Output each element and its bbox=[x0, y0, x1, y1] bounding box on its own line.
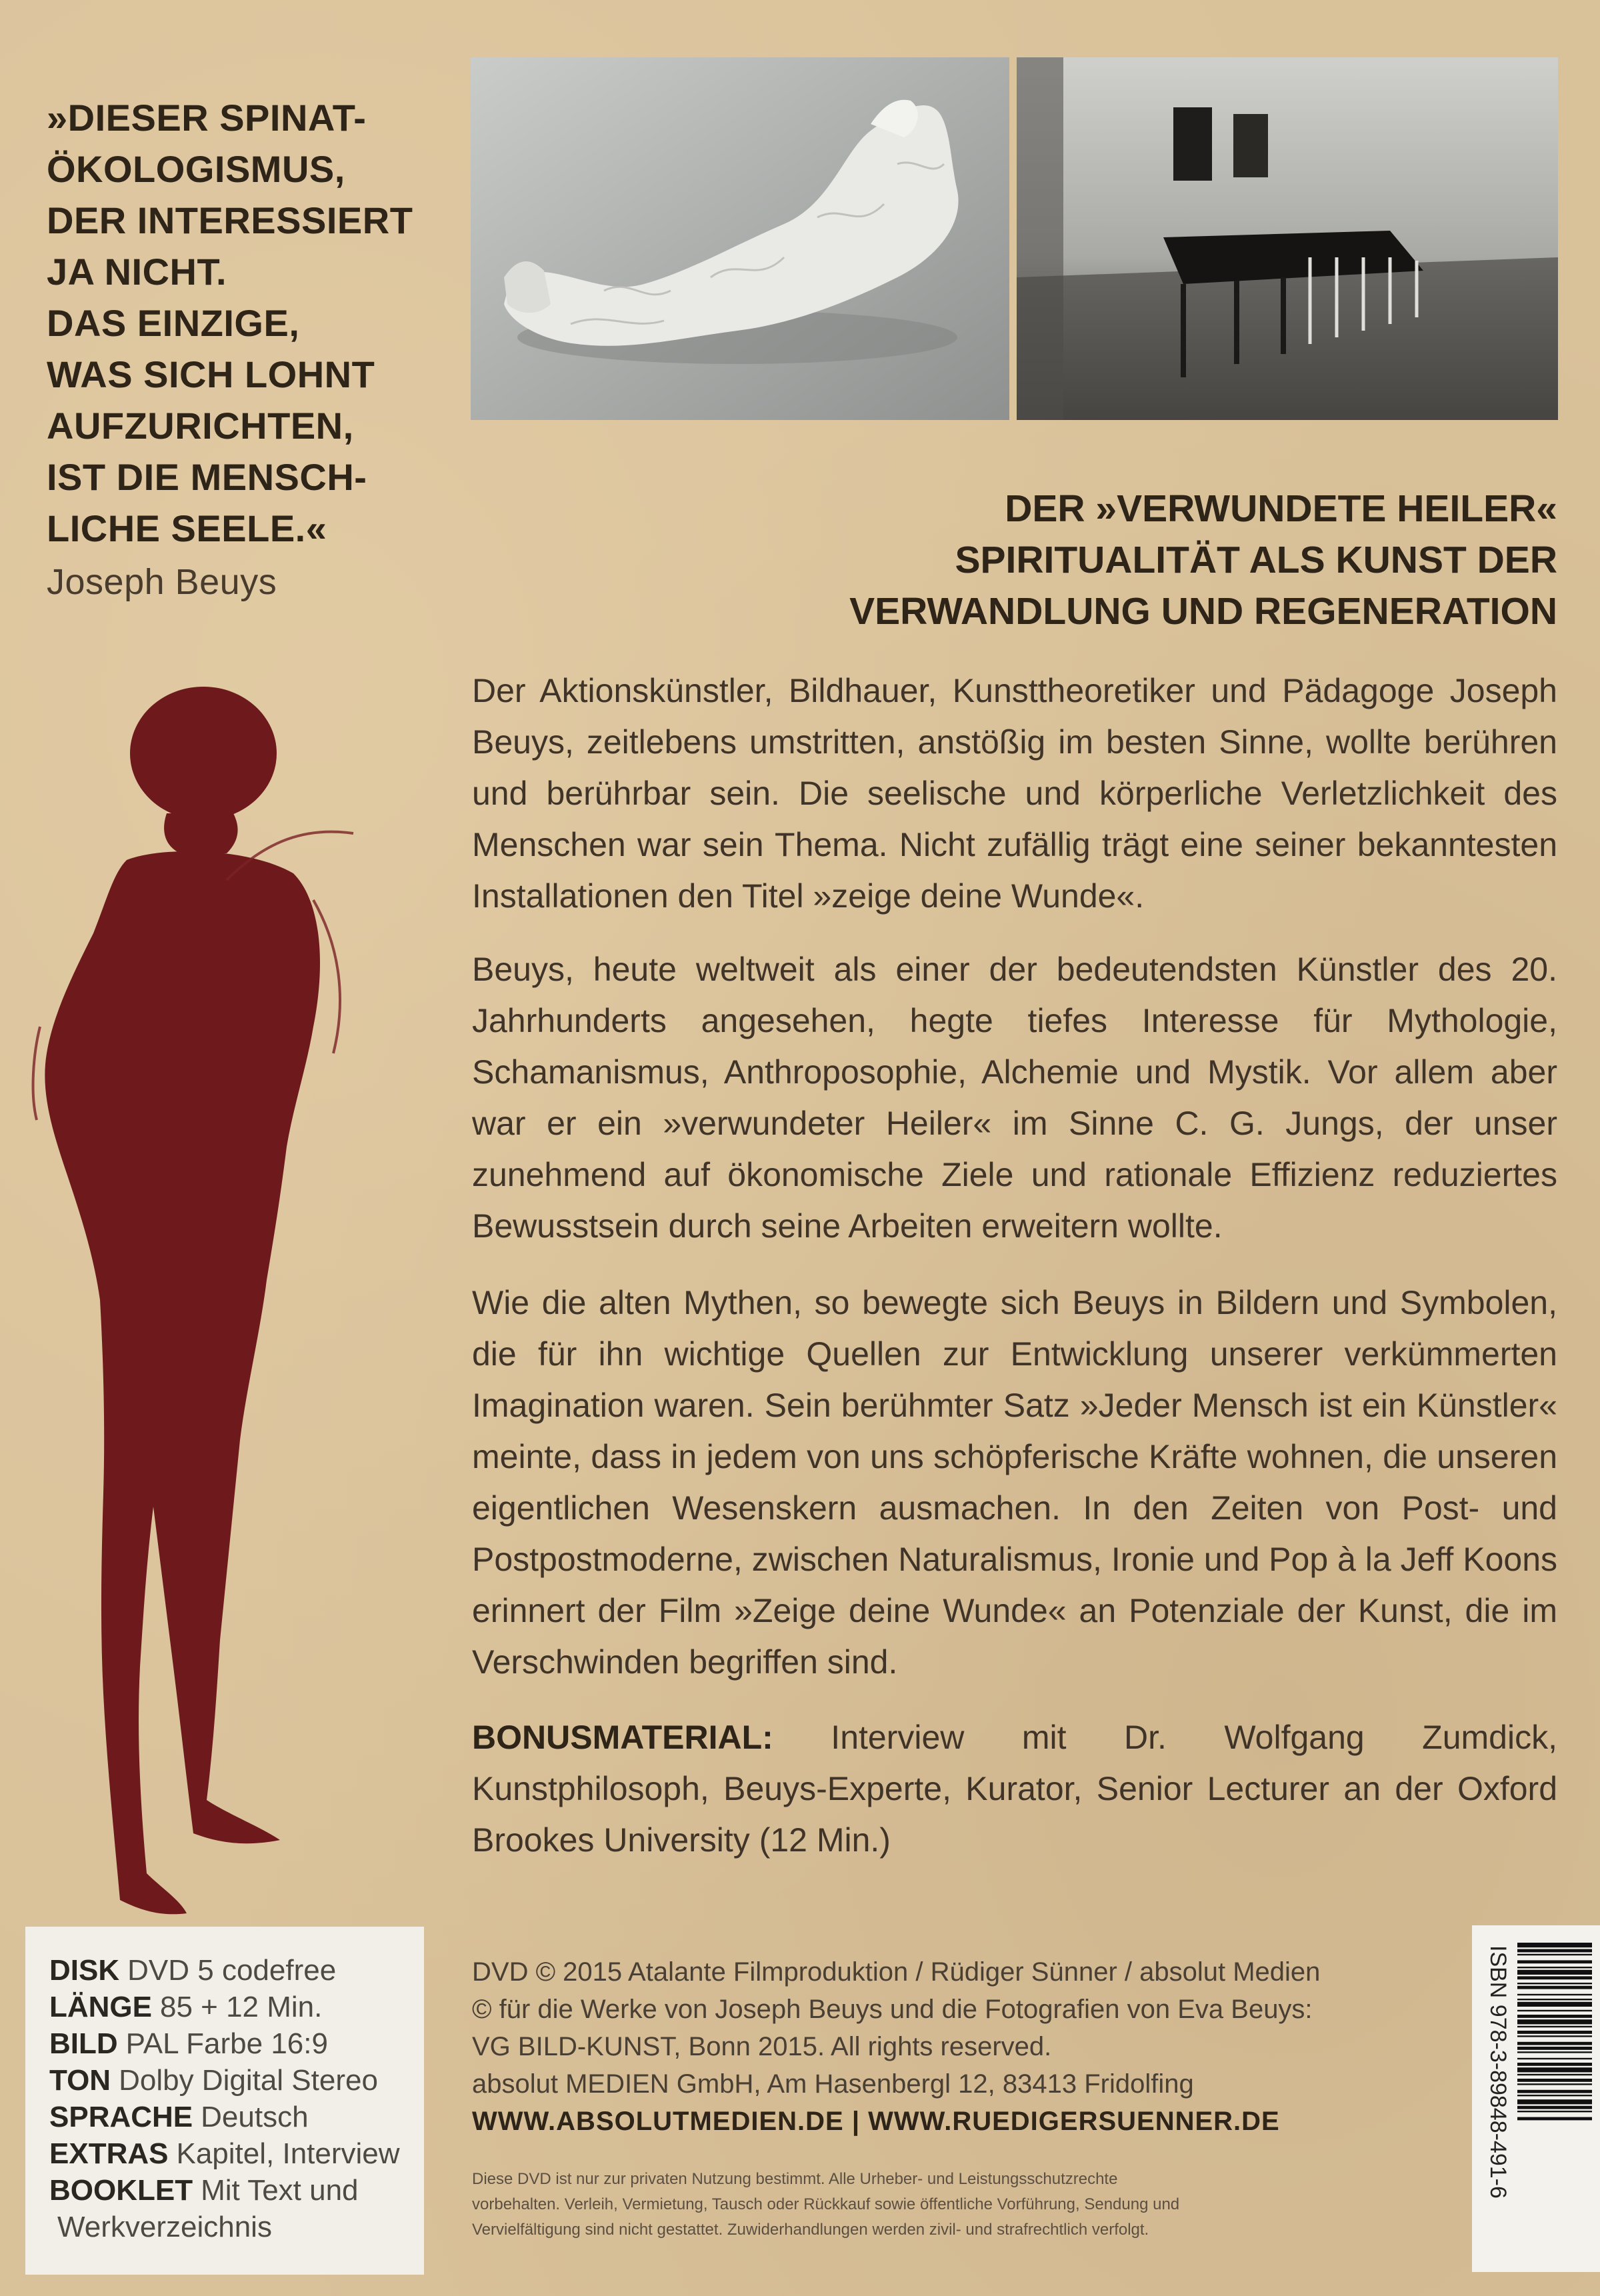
isbn-barcode bbox=[1472, 1925, 1600, 2272]
fine-print-line: Vervielfältigung sind nicht gestattet. Zuwiderhandlungen werden zivil- und strafrechtlich verfolgt. bbox=[472, 2221, 1149, 2239]
body-paragraph: Wie die alten Mythen, so bewegte sich Beuys in Bildern und Symbolen, die für ihn wichtige Quellen zur Entwicklung unserer verkümmerten Imagination waren. Sein berühmter Satz »Jeder Mensch ist ein Künstler« meinte, dass in jedem von uns schöpferische Kräfte wohnen, die unseren eigentlichen Wesenskern ausmachen. In den Zeiten von Post- und Postpostmoderne, zwischen Naturalismus, Ironie und Pop à la Jeff Koons erinnert der Film »Zeige deine Wunde« an Potenziale der Kunst, die im Verschwinden begriffen sind. bbox=[472, 1284, 1557, 1681]
barcode-bar bbox=[1517, 2058, 1592, 2059]
spec-key: BILD bbox=[49, 2027, 118, 2060]
spec-key: SPRACHE bbox=[49, 2101, 193, 2133]
barcode-bar bbox=[1517, 2074, 1592, 2075]
quote-block bbox=[47, 92, 420, 608]
barcode-bar bbox=[1517, 1976, 1592, 1979]
barcode-bar bbox=[1517, 1954, 1592, 1955]
headline-line: DER »VERWUNDETE HEILER« bbox=[1005, 487, 1557, 530]
fine-print-line: Diese DVD ist nur zur privaten Nutzung bestimmt. Alle Urheber- und Leistungsschutzrechte bbox=[472, 2170, 1118, 2188]
quote-line: DER INTERESSIERT bbox=[47, 199, 413, 241]
barcode-bar bbox=[1517, 1999, 1592, 2000]
credits-block bbox=[472, 1953, 1419, 2140]
barcode-bar bbox=[1517, 2099, 1592, 2104]
barcode-bar bbox=[1517, 2106, 1592, 2109]
spec-value: 85 + 12 Min. bbox=[160, 1991, 323, 2023]
photo-wrapped-figure bbox=[471, 57, 1009, 420]
body-paragraph: Beuys, heute weltweit als einer der bedeutendsten Künstler des 20. Jahrhunderts angesehen, hegte tiefes Interesse für Mythologie, Schamanismus, Anthroposophie, Alchemie und Mystik. Vor allem aber war er ein »verwundeter Heiler« im Sinne C. G. Jungs, der unser zunehmend auf ökonomische Ziele und rationale Effizienz reduziertes Bewusstsein durch seine Arbeiten erweitern wollte. bbox=[472, 951, 1557, 1245]
credits-line: VG BILD-KUNST, Bonn 2015. All rights reserved. bbox=[472, 2032, 1052, 2061]
red-figure-painting-image bbox=[27, 680, 400, 1933]
spec-value: Dolby Digital Stereo bbox=[119, 2064, 378, 2097]
specs-box bbox=[25, 1927, 424, 2275]
quote-line: ÖKOLOGISMUS, bbox=[47, 148, 345, 190]
barcode-bar bbox=[1517, 2010, 1592, 2011]
photo-wrapped-figure-image bbox=[471, 57, 1009, 420]
barcode-bar bbox=[1517, 2035, 1592, 2037]
spec-row bbox=[49, 2135, 424, 2172]
quote-line: DAS EINZIGE, bbox=[47, 302, 300, 344]
spec-row bbox=[49, 2172, 424, 2209]
quote-line: »DIESER SPINAT- bbox=[47, 97, 367, 139]
spec-key: EXTRAS bbox=[49, 2137, 169, 2170]
photo-installation-room bbox=[1017, 57, 1558, 420]
barcode-bar bbox=[1517, 1970, 1592, 1975]
spec-row bbox=[49, 2062, 424, 2099]
barcode-bar bbox=[1517, 1986, 1592, 1989]
credits-line: absolut MEDIEN GmbH, Am Hasenbergl 12, 83413 Fridolfing bbox=[472, 2069, 1194, 2099]
barcode-bar bbox=[1517, 1994, 1592, 1995]
barcode-bars bbox=[1517, 1943, 1592, 2256]
spec-value: Kapitel, Interview bbox=[176, 2137, 400, 2170]
spec-key: TON bbox=[49, 2064, 111, 2097]
credits-line: © für die Werke von Joseph Beuys und die Fotografien von Eva Beuys: bbox=[472, 1995, 1313, 2024]
barcode-bar bbox=[1517, 2079, 1592, 2082]
barcode-bar bbox=[1517, 1983, 1592, 1984]
barcode-bar bbox=[1517, 1960, 1592, 1963]
headline-line: SPIRITUALITÄT ALS KUNST DER bbox=[955, 539, 1557, 581]
bonus-paragraph bbox=[472, 1712, 1557, 1866]
barcode-bar bbox=[1517, 2002, 1592, 2007]
spec-value: Deutsch bbox=[201, 2101, 309, 2133]
barcode-bar bbox=[1517, 2063, 1592, 2066]
isbn-text: ISBN 978-3-89848-491-6 bbox=[1485, 1945, 1511, 2199]
spec-value: PAL Farbe 16:9 bbox=[125, 2027, 328, 2060]
fine-print bbox=[472, 2167, 1419, 2243]
headline bbox=[424, 483, 1557, 637]
body-paragraph: Der Aktionskünstler, Bildhauer, Kunsttheoretiker und Pädagoge Joseph Beuys, zeitlebens umstritten, anstößig im besten Sinne, wollte berühren und berührbar sein. Die seelische und körperliche Verletzlichkeit des Menschen war sein Thema. Nicht zufällig trägt eine seiner bekanntesten Installationen den Titel »zeige deine Wunde«. bbox=[472, 672, 1557, 915]
spec-key: BOOKLET bbox=[49, 2174, 193, 2207]
red-figure-painting bbox=[27, 680, 400, 1933]
quote-line: JA NICHT. bbox=[47, 251, 227, 293]
barcode-bar bbox=[1517, 2067, 1592, 2072]
barcode-bar bbox=[1517, 2047, 1592, 2050]
fine-print-line: vorbehalten. Verleih, Vermietung, Tausch oder Rückkauf sowie öffentliche Vorführung, Sendung und bbox=[472, 2195, 1180, 2213]
bonus-label: BONUSMATERIAL: bbox=[472, 1719, 773, 1756]
barcode-bar bbox=[1517, 2019, 1592, 2024]
barcode-bar bbox=[1517, 2117, 1592, 2121]
quote-author: Joseph Beuys bbox=[47, 562, 277, 602]
spec-row bbox=[49, 2209, 424, 2245]
quote-line: IST DIE MENSCH- bbox=[47, 456, 367, 498]
barcode-bar bbox=[1517, 2015, 1592, 2018]
spec-row bbox=[49, 1989, 424, 2025]
barcode-bar bbox=[1517, 2026, 1592, 2027]
website-links: WWW.ABSOLUTMEDIEN.DE | WWW.RUEDIGERSUENNER.DE bbox=[472, 2107, 1280, 2136]
headline-line: VERWANDLUNG UND REGENERATION bbox=[849, 590, 1557, 633]
spec-key: DISK bbox=[49, 1954, 120, 1987]
credits-line: DVD © 2015 Atalante Filmproduktion / Rüdiger Sünner / absolut Medien bbox=[472, 1957, 1321, 1987]
photo-installation-room-image bbox=[1017, 57, 1558, 420]
spec-row bbox=[49, 2099, 424, 2135]
barcode-bar bbox=[1517, 2083, 1592, 2085]
barcode-bar bbox=[1517, 2042, 1592, 2045]
quote-line: AUFZURICHTEN, bbox=[47, 405, 354, 447]
barcode-bar bbox=[1517, 1949, 1592, 1953]
quote-line: LICHE SEELE.« bbox=[47, 507, 327, 549]
bonus-text: Interview mit Dr. Wolfgang Zumdick, Kunstphilosoph, Beuys-Experte, Kurator, Senior Lecturer an der Oxford Brookes University (12 Min.) bbox=[472, 1719, 1557, 1859]
quote-line: WAS SICH LOHNT bbox=[47, 353, 375, 395]
barcode-bar bbox=[1517, 1943, 1592, 1947]
barcode-bar bbox=[1517, 2095, 1592, 2096]
spec-key: LÄNGE bbox=[49, 1991, 152, 2023]
barcode-bar bbox=[1517, 2090, 1592, 2093]
barcode-bar bbox=[1517, 2111, 1592, 2112]
barcode-bar bbox=[1517, 1967, 1592, 1968]
barcode-bar bbox=[1517, 2051, 1592, 2053]
spec-value: DVD 5 codefree bbox=[127, 1954, 337, 1987]
spec-value: Werkverzeichnis bbox=[57, 2211, 272, 2243]
barcode-bar bbox=[1517, 2031, 1592, 2034]
spec-row bbox=[49, 2025, 424, 2062]
spec-value: Mit Text und bbox=[201, 2174, 359, 2207]
spec-row bbox=[49, 1952, 424, 1989]
